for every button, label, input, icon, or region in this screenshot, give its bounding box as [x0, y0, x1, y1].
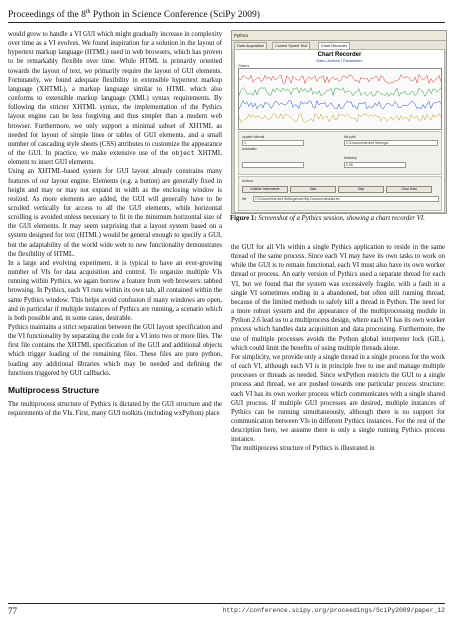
- update-interval-input: [242, 140, 304, 146]
- section-title: Multiprocess Structure: [8, 384, 100, 395]
- file-path-value: C:\Documents and Settings\..: [346, 141, 391, 145]
- tab-data-acquisition: Data Acquisition: [234, 42, 267, 49]
- footer-url[interactable]: http://conference.scipy.org/proceedings/SciPy2009/paper_12: [222, 607, 445, 614]
- paragraph: For simplicity, we provide only a single thread in a single process for the work of each VI, although each VI is in principle free to use and manage multiple processes or threads as needed. Since wxPython restricts the GUI to a single process and thread, we are pushed towards one particular process structure: each VI has its own worker process which communicates with a single shared GUI process. If multiple GUI processes are desired, multiple instances of Pythics can be running simultaneously, although there is no support for communication between VIs in different Pythics instances. For the rest of the description here, we assume there is only a single running Pythics process instance.: [231, 353, 445, 444]
- running-head-superscript: th: [85, 9, 91, 15]
- start-button: Start: [290, 186, 336, 193]
- header-rule: [8, 22, 445, 23]
- paragraph: The multiprocess structure of Pythics is dictated by the GUI structure and the requirements of the VIs. First, many GUI toolkits (including wxPython) place: [8, 401, 222, 418]
- paragraph: [8, 30, 222, 167]
- paragraph: The multiprocess structure of Pythics is illustrated in: [231, 445, 375, 453]
- blank-input: [242, 162, 304, 168]
- code-object: object: [171, 150, 195, 158]
- page-number: 77: [8, 606, 17, 616]
- stop-button: Stop: [338, 186, 384, 193]
- actions-label: Actions: [242, 179, 254, 183]
- caption-text: Screenshot of a Pythics session, showing a chart recorder VI.: [256, 215, 425, 222]
- status-label: Status: [238, 63, 250, 68]
- clear-data-button: Clear Data: [386, 186, 432, 193]
- tab-control-speed-test: Control Speed Test: [272, 42, 310, 49]
- parameters-form: [238, 131, 442, 175]
- file-output-value: C:\Documents and Settings\user\My Documents\data.txt: [255, 197, 340, 201]
- form-label: update interval: [242, 135, 265, 139]
- running-head: [8, 5, 445, 22]
- initialize-instruments-button: Initialize Instruments: [242, 186, 288, 193]
- left-column: [8, 30, 222, 418]
- chart-plot: [238, 68, 442, 130]
- paragraph: the GUI for all VIs within a single Pythics application to reside in the same thread of the same process. Since each VI may have its own tasks to work on while the GUI is to remain functional, each VI must also have its own worker thread or process. An early version of Pythics used a separate thread for each VI, but we found that the system was excessively fragile, with a fault in a single VI sometimes ending in a abandoned, but often still running thread, because of the limited methods to safely kill a thread in Python. The need for a more robust system and the appearance of the multiprocessing module in Python 2.6 lead us to a multiprocess design, where each VI has its own worker process which handles data acquisition and data processing. Furthermore, the use of multiple processes avoids the Python global interpreter lock (GIL), which could limit the benefits of using multiple threads alone.: [231, 244, 445, 352]
- paragraph: In a large and evolving experiment, it is typical to have an ever-growing number of VIs for data acquisition and control. To organize multiple VIs running within Pythics, we again borrow a feature from web browsers: tabbed browsing. In Pythics, each VI runs within its own tab, all contained within the same Pythics window. This helps avoid confusion if many windows are open, and in particular if multiple instances of Pythics are running, a scenario which is both possible and, in some cases, desirable.: [8, 259, 222, 322]
- timestep-value: 0.05: [346, 163, 353, 167]
- chart-trace: [239, 101, 441, 110]
- paragraph: Using an XHTML-based system for GUI layout already constrains many features of our layout engine. Elements (e.g. a button) are generally fixed in height and may or may not expand in width as the enclosing window is resized. As more elements are added, the GUI will generally have to be scrolled vertically for access to all the GUI elements, while horizontal scrolling is avoided unless necessary to fit in the minimum horizontal size of the GUI elements. It may seem surprising that a layout system based on a system designed for text (HTML) would be general enough to specify a GUI, but the adaptability of the world wide web to new functionality demonstrates the flexibility of HTML.: [8, 168, 222, 258]
- figure-caption: [230, 214, 445, 223]
- footer-rule: [8, 603, 445, 604]
- window-title-bar: [232, 31, 446, 41]
- pane-title: Chart Recorder: [317, 52, 362, 58]
- paragraph-text: would grow to handle a VI GUI which might gradually increase in complexity over time as a VI evolves. We found inspiration for a solution in the layout of hypertext markup language (HTML) used in web browsers, which has proven to be remarkably flexible over time. While HTML is primarily oriented towards the layout of text, we primarily require the layout of GUI elements. Fortunately, we found adequate flexibility in extensible hypertext markup language (XHTML), a markup language similar to HTML which also conforms to extensible markup language (XML) syntax requirements. By following the stricter XHTML syntax, the implementation of the Pythics layout engine can be less forgiving and thus simpler than a modern web browser. Furthermore, we only support a minimal subset of XHTML as needed for layout of simple lines or tables of GUI elements, and a small number of cascading style sheets (CSS) attributes to customize the appearance of the GUI. In practice, we make extensive use of the: [8, 31, 222, 158]
- paragraph-text-tail: XHTML element to insert GUI elements.: [8, 150, 222, 167]
- form-label: automatic: [242, 147, 257, 151]
- running-head-text: Proceedings of the 8: [8, 10, 86, 21]
- tab-chart-recorder: Chart Recorder: [318, 42, 350, 49]
- file-label: file: [242, 197, 247, 201]
- paragraph: Pythics maintains a strict separation between the GUI layout specification and the VI functionality by separating the code for a VI into two or more files. The first file contains the XHTML specification of the GUI and additional objects which trigger loading of the remaining files. These files are pure python, loading any additional libraries which may be needed and defining the functions triggered by GUI callbacks.: [8, 324, 222, 377]
- right-column: [231, 243, 445, 454]
- chart-trace: [239, 75, 441, 84]
- pane-links: Data | Actions | Parameters: [316, 59, 363, 63]
- figure-screenshot: [231, 30, 447, 214]
- chart-plot-svg: [239, 69, 441, 129]
- running-head-text-tail: Python in Science Conference (SciPy 2009): [90, 10, 260, 21]
- file-path-input: [344, 140, 438, 146]
- file-output-input: [253, 196, 439, 202]
- tab-bar: [232, 41, 446, 49]
- caption-label: Figure 1:: [230, 215, 257, 222]
- update-interval-value: 1: [244, 141, 246, 145]
- actions-area: [238, 176, 442, 211]
- form-label: file path: [344, 135, 356, 139]
- vi-panel: [234, 49, 445, 213]
- chart-trace: [239, 114, 441, 123]
- chart-trace: [239, 88, 441, 97]
- window-title: Pythics: [234, 33, 249, 38]
- timestep-input: [344, 162, 406, 168]
- form-label: timestep: [344, 156, 357, 160]
